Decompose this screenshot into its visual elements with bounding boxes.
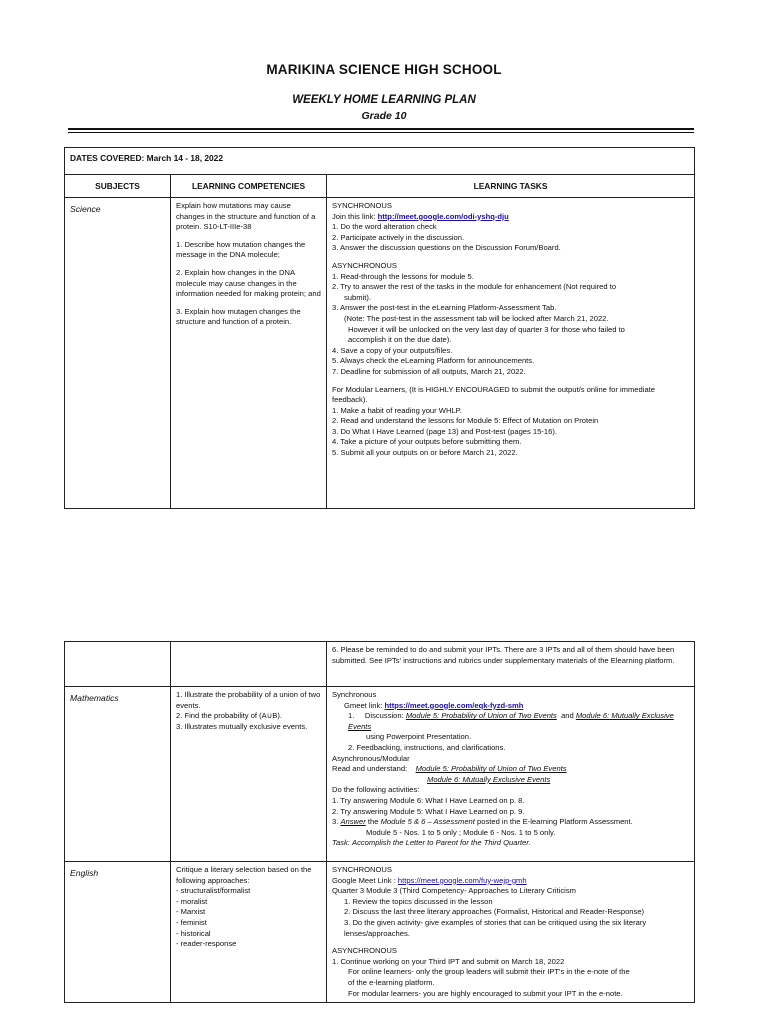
task-item: 2. Participate actively in the discussion.: [332, 232, 465, 242]
item-number: 1.: [348, 711, 355, 721]
empty-cell: [171, 642, 327, 687]
task-item: 3. Answer the discussion questions on the Discussion Forum/Board.: [332, 243, 561, 253]
tasks-mathematics: [327, 687, 695, 862]
task-item: submit).: [344, 292, 372, 302]
assessment-title: Module 5 & 6 – Assessment: [380, 817, 475, 827]
column-header-subjects: SUBJECTS: [65, 175, 171, 198]
task-note: For modular learners- you are highly encouraged to submit your IPT in the e-note.: [348, 988, 623, 998]
table-row-mathematics: [65, 687, 695, 862]
learning-plan-table: [64, 147, 695, 509]
competency-text: 3. Explain how mutagen changes the structure and function of a protein.: [176, 306, 301, 327]
section-label: ASYNCHRONOUS: [332, 260, 397, 270]
competency-text: 3. Illustrates mutually exclusive events.: [176, 721, 308, 731]
approach-item: - feminist: [176, 917, 207, 927]
competency-text: 2. Explain how changes in the DNA molecule may cause changes in the information needed for making protein; and: [176, 267, 321, 299]
gmeet-line: [332, 876, 689, 887]
gmeet-line: [332, 701, 689, 712]
read-line: [332, 775, 689, 786]
science-meet-link[interactable]: http://meet.google.com/odi-yshq-dju: [377, 211, 509, 221]
task-item: 1. Continue working on your Third IPT and submit on March 18, 2022: [332, 956, 565, 966]
task-label: Task:: [332, 838, 350, 848]
section-label: Asynchronous/Modular: [332, 753, 410, 763]
section-label: SYNCHRONOUS: [332, 201, 392, 210]
header-rule-thick: [68, 128, 694, 130]
task-item: 4. Save a copy of your outputs/files.: [332, 345, 453, 355]
approach-item: - moralist: [176, 896, 208, 906]
task-item: 3. Answer the post-test in the eLearning Platform-Assessment Tab.: [332, 303, 557, 313]
table-row-english: [65, 862, 695, 1003]
subject-science: Science: [65, 198, 171, 509]
section-label: ASYNCHRONOUS: [332, 946, 397, 956]
module-5-title: Module 5: Probability of Union of Two Events: [415, 764, 567, 774]
task-item: 4. Take a picture of your outputs before submitting them.: [332, 437, 522, 447]
grade-level: Grade 10: [361, 110, 407, 122]
task-item: 7. Deadline for submission of all outputs, March 21, 2022.: [332, 366, 526, 376]
task-line: [332, 838, 689, 849]
modular-intro: For Modular Learners, (It is HIGHLY ENCOURAGED to submit the output/s online for immediate feedback).: [332, 384, 655, 405]
section-label: Synchronous: [332, 690, 377, 699]
competency-text: 1. Illustrate the probability of a union of two events.: [176, 690, 321, 710]
approach-item: - historical: [176, 928, 211, 938]
school-name: MARIKINA SCIENCE HIGH SCHOOL: [266, 62, 502, 77]
assessment-tail: posted in the E-learning Platform Assessment.: [477, 817, 633, 827]
module-6-title: Module 6: Mutually Exclusive Events: [348, 711, 674, 731]
approach-item: - structuralist/formalist: [176, 886, 251, 896]
task-item: 1. Read-through the lessons for module 5.: [332, 271, 474, 281]
task-text: Accomplish the Letter to Parent for the Third Quarter.: [352, 838, 531, 848]
task-item: 5. Submit all your outputs on or before March 21, 2022.: [332, 448, 518, 458]
task-item: 3. Do What I Have Learned (page 13) and Post-test (pages 15-16).: [332, 426, 557, 436]
header-rule-thin: [68, 132, 694, 133]
task-item: 1. Do the word alteration check: [332, 222, 437, 232]
conjunction: and: [561, 711, 574, 721]
quarter-line: Quarter 3 Module 3 (Third Competency- Approaches to Literary Criticism: [332, 886, 576, 896]
task-item: using Powerpoint Presentation.: [366, 732, 472, 742]
task-note: For online learners- only the group leaders will submit their IPT's in the e-note of the: [348, 967, 630, 977]
task-note: accomplish it on the due date).: [348, 335, 452, 345]
subject-mathematics: Mathematics: [65, 687, 171, 862]
task-item: Module 5 - Nos. 1 to 5 only ; Module 6 - Nos. 1 to 5 only.: [366, 827, 556, 837]
tasks-english: [327, 862, 695, 1003]
empty-cell: [65, 642, 171, 687]
read-label: Read and understand:: [332, 764, 408, 774]
task-note: However it will be unlocked on the very last day of quarter 3 for those who failed to: [348, 324, 625, 334]
task-item: [332, 817, 689, 828]
task-item: 2. Discuss the last three literary approaches (Formalist, Historical and Reader-Response): [344, 907, 645, 917]
item-number: 3.: [332, 817, 339, 827]
table-row-continuation: [65, 642, 695, 687]
competencies-english: [171, 862, 327, 1003]
join-line: [332, 212, 689, 223]
task-note: (Note: The post-test in the assessment tab will be locked after March 21, 2022.: [344, 313, 609, 323]
module-6-title: Module 6: Mutually Exclusive Events: [427, 774, 551, 784]
discussion-label: Discussion:: [364, 711, 404, 721]
task-item: 1. Review the topics discussed in the lesson: [344, 896, 493, 906]
section-label: SYNCHRONOUS: [332, 865, 392, 874]
task-item: 2. Read and understand the lessons for Module 5: Effect of Mutation on Protein: [332, 416, 599, 426]
english-meet-link[interactable]: https://meet.google.com/fuy-wejp-gmh: [397, 875, 527, 885]
read-line: [332, 764, 689, 775]
task-note: of the e-learning platform.: [348, 977, 435, 987]
competency-text: 1. Describe how mutation changes the message in the DNA molecule;: [176, 239, 306, 260]
article: the: [367, 817, 379, 827]
task-item: 2. Try answering Module 5: What I Have Learned on p. 9.: [332, 806, 525, 816]
answer-emphasis: Answer: [340, 817, 366, 827]
gmeet-label: Google Meet Link :: [332, 875, 396, 885]
subject-english: English: [65, 862, 171, 1003]
approach-item: - reader-response: [176, 939, 237, 949]
competencies-science: [171, 198, 327, 509]
task-item: 1. Make a habit of reading your WHLP.: [332, 405, 462, 415]
task-item: 2. Try to answer the rest of the tasks in the module for enhancement (Not required to: [332, 282, 617, 292]
learning-plan-table-continued: [64, 641, 695, 1003]
task-item: 1. Try answering Module 6: What I Have Learned on p. 8.: [332, 795, 525, 805]
task-item: 3. Do the given activity- give examples of stories that can be critiqued using the six literary lenses/approaches.: [344, 917, 647, 938]
competency-text: Explain how mutations may cause changes in the structure and function of a protein. S10-LT-IIIe-38: [176, 201, 316, 232]
task-item: 2. Feedbacking, instructions, and clarifications.: [348, 742, 506, 752]
competency-text: Critique a literary selection based on the following approaches:: [176, 865, 312, 885]
column-header-tasks: LEARNING TASKS: [327, 175, 695, 198]
plan-title: WEEKLY HOME LEARNING PLAN: [292, 94, 476, 106]
module-5-title: Module 5: Probability of Union of Two Events: [405, 711, 557, 721]
task-item: [332, 711, 689, 732]
column-header-competencies: LEARNING COMPETENCIES: [171, 175, 327, 198]
task-item: 5. Always check the eLearning Platform for announcements.: [332, 356, 535, 366]
tasks-science: [327, 198, 695, 509]
dates-covered: DATES COVERED: March 14 - 18, 2022: [65, 148, 695, 175]
approach-item: - Marxist: [176, 907, 206, 917]
competency-text: 2. Find the probability of (A∪B).: [176, 711, 283, 721]
table-row-science: [65, 198, 695, 509]
gmeet-label: Gmeet link:: [344, 700, 383, 710]
activities-label: Do the following activities:: [332, 785, 420, 795]
competencies-mathematics: [171, 687, 327, 862]
continuation-note: 6. Please be reminded to do and submit your IPTs. There are 3 IPTs and all of them should have been submitted. See IPTs' instructions and rubrics under supplementary materials of the Elearning platform.: [327, 642, 695, 687]
join-label: Join this link:: [332, 211, 376, 221]
math-meet-link[interactable]: https://meet.google.com/eqk-fyzd-smh: [384, 700, 524, 710]
